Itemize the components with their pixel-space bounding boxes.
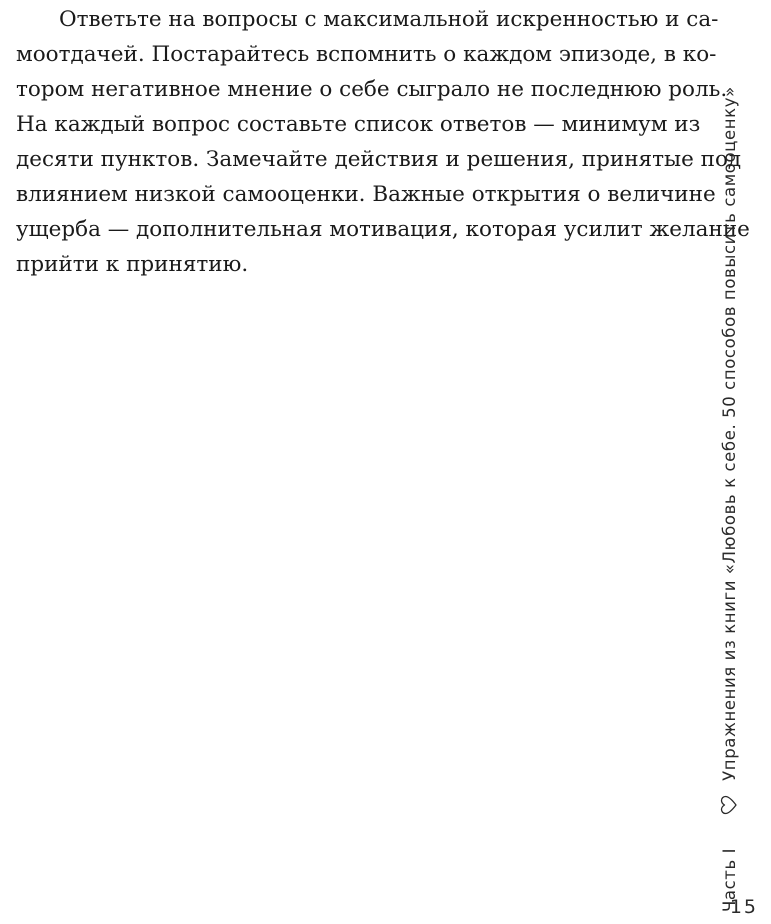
- paragraph-line: десяти пунктов. Замечайте действия и решения, принятые под: [16, 147, 742, 172]
- paragraph-line: прийти к принятию.: [16, 252, 249, 277]
- paragraph-line: Ответьте на вопросы с максимальной искренностью и са-: [59, 7, 719, 32]
- paragraph-line: моотдачей. Постарайтесь вспомнить о каждом эпизоде, в ко-: [16, 42, 717, 67]
- running-head-part: Часть I: [719, 847, 739, 912]
- heart-outline-icon: [719, 795, 739, 815]
- running-head-title: Упражнения из книги «Любовь к себе. 50 способов повысить самооценку»: [719, 86, 739, 781]
- running-head: [719, 86, 739, 912]
- body-paragraph: [16, 2, 750, 282]
- paragraph-line: влиянием низкой самооценки. Важные открытия о величине: [16, 182, 716, 207]
- paragraph-line: ущерба — дополнительная мотивация, которая усилит желание: [16, 217, 750, 242]
- page-number: 15: [729, 896, 758, 918]
- paragraph-line: тором негативное мнение о себе сыграло не последнюю роль.: [16, 77, 728, 102]
- paragraph-line: На каждый вопрос составьте список ответов — минимум из: [16, 112, 701, 137]
